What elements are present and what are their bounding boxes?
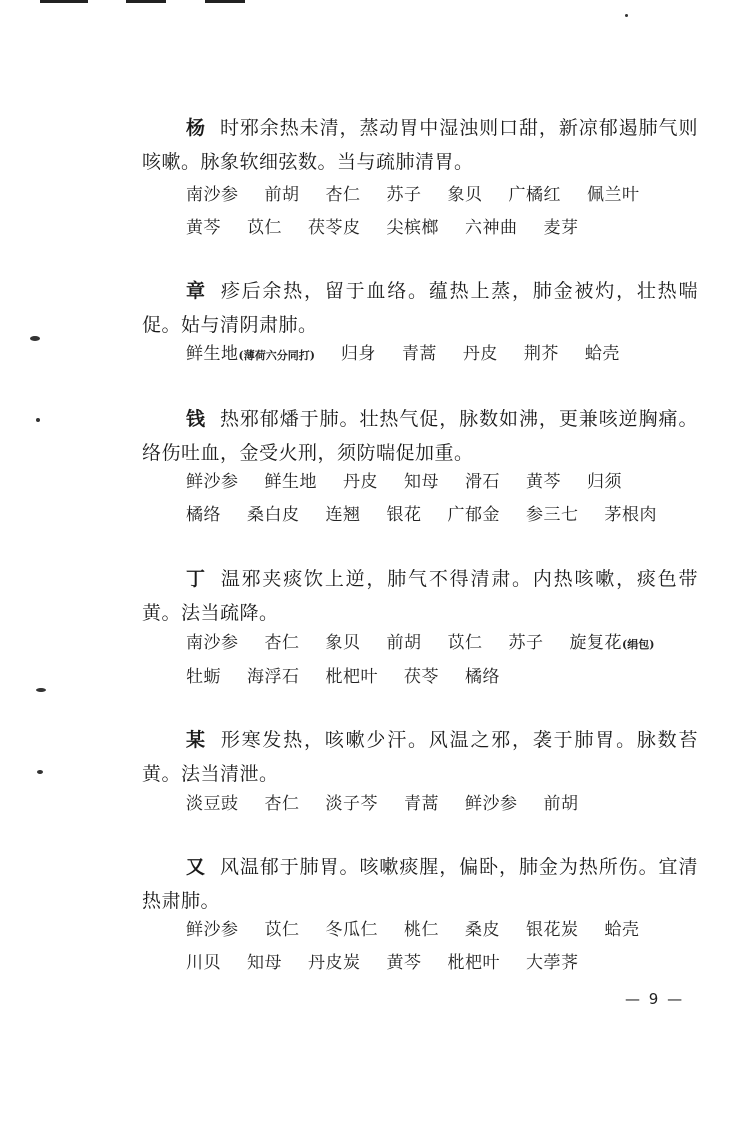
herb: 丹皮炭 xyxy=(308,953,361,973)
herb: 前胡 xyxy=(543,794,579,814)
herb-name: 旋复花 xyxy=(569,633,622,653)
herb: 银花炭 xyxy=(526,920,579,940)
patient-name: 丁 xyxy=(186,568,207,590)
prescription xyxy=(186,338,698,372)
scan-speck xyxy=(625,14,628,17)
herb: 青蒿 xyxy=(404,794,439,814)
case-text: 热邪郁燔于肺。壮热气促，脉数如沸，更兼咳逆胸痛。络伤吐血，金受火刑，须防喘促加重。 xyxy=(142,408,698,464)
herb: 苡仁 xyxy=(447,633,483,653)
herb: 苏子 xyxy=(508,633,544,653)
herb: 黄芩 xyxy=(186,218,221,238)
patient-name: 又 xyxy=(186,856,206,878)
herb: 连翘 xyxy=(325,505,361,525)
herb: 淡子芩 xyxy=(325,794,378,814)
herb: 淡豆豉 xyxy=(186,794,239,814)
herb xyxy=(570,627,655,661)
herb: 苡仁 xyxy=(264,920,300,940)
case-narrative xyxy=(142,111,698,179)
herb: 丹皮 xyxy=(343,472,378,492)
herb-note: (薄荷六分同打) xyxy=(238,349,315,362)
herb: 荆芥 xyxy=(523,344,559,364)
herb xyxy=(186,338,315,372)
herb: 象贝 xyxy=(325,633,361,653)
herb: 桑皮 xyxy=(465,920,500,940)
herb: 六神曲 xyxy=(465,218,518,238)
herb: 橘络 xyxy=(465,667,500,687)
case-text: 疹后余热，留于血络。蕴热上蒸，肺金被灼，壮热喘促。姑与清阴肃肺。 xyxy=(142,280,698,336)
herb: 麦芽 xyxy=(543,218,579,238)
case-narrative xyxy=(142,562,698,630)
herb: 杏仁 xyxy=(325,185,361,205)
herb: 南沙参 xyxy=(186,633,239,653)
herb-name: 鲜生地 xyxy=(186,344,239,364)
herb: 知母 xyxy=(247,953,282,973)
herb: 鲜沙参 xyxy=(186,920,239,940)
herb: 大荸荠 xyxy=(526,953,579,973)
herb: 桑白皮 xyxy=(247,505,300,525)
herb: 枇杷叶 xyxy=(447,953,500,973)
scan-speck xyxy=(36,688,46,692)
case-text: 风温郁于肺胃。咳嗽痰腥，偏卧，肺金为热所伤。宜清热肃肺。 xyxy=(142,856,698,912)
patient-name: 杨 xyxy=(186,117,206,139)
patient-name: 钱 xyxy=(186,408,206,430)
prescription xyxy=(186,914,698,980)
herb: 海浮石 xyxy=(247,667,300,687)
scan-edge-mark xyxy=(126,0,166,3)
herb: 前胡 xyxy=(386,633,422,653)
herb-note: (绢包) xyxy=(622,638,655,651)
herb: 苏子 xyxy=(386,185,422,205)
herb: 黄芩 xyxy=(526,472,561,492)
page-number: — 9 — xyxy=(625,990,685,1008)
prescription xyxy=(186,179,698,245)
herb: 尖槟榔 xyxy=(386,218,439,238)
herb: 蛤壳 xyxy=(584,344,620,364)
herb: 川贝 xyxy=(186,953,221,973)
case-text: 温邪夹痰饮上逆，肺气不得清肃。内热咳嗽，痰色带黄。法当疏降。 xyxy=(142,568,698,624)
herb: 知母 xyxy=(404,472,439,492)
patient-name: 某 xyxy=(186,729,207,751)
herb: 茅根肉 xyxy=(604,505,657,525)
herb: 蛤壳 xyxy=(604,920,640,940)
herb: 南沙参 xyxy=(186,185,239,205)
herb: 茯苓皮 xyxy=(308,218,361,238)
herb: 苡仁 xyxy=(247,218,282,238)
herb: 牡蛎 xyxy=(186,667,221,687)
herb: 象贝 xyxy=(447,185,483,205)
herb: 茯苓 xyxy=(404,667,439,687)
herb: 鲜沙参 xyxy=(465,794,518,814)
herb: 佩兰叶 xyxy=(587,185,640,205)
herb: 丹皮 xyxy=(462,344,498,364)
herb: 广橘红 xyxy=(508,185,561,205)
prescription xyxy=(186,466,698,532)
herb: 鲜沙参 xyxy=(186,472,239,492)
prescription xyxy=(186,788,698,821)
herb: 银花 xyxy=(386,505,422,525)
scan-speck xyxy=(30,336,40,341)
herb: 滑石 xyxy=(465,472,500,492)
herb: 参三七 xyxy=(526,505,579,525)
scan-edge-mark xyxy=(205,0,245,3)
herb: 前胡 xyxy=(264,185,300,205)
case-narrative xyxy=(142,402,698,470)
herb: 归身 xyxy=(340,344,376,364)
herb: 桃仁 xyxy=(404,920,439,940)
herb: 橘络 xyxy=(186,505,221,525)
herb: 杏仁 xyxy=(264,633,300,653)
herb: 冬瓜仁 xyxy=(325,920,378,940)
herb: 广郁金 xyxy=(447,505,500,525)
patient-name: 章 xyxy=(186,280,207,302)
case-text: 形寒发热，咳嗽少汗。风温之邪，袭于肺胃。脉数苔黄。法当清泄。 xyxy=(142,729,698,785)
scan-speck xyxy=(36,418,40,422)
case-narrative xyxy=(142,723,698,791)
case-narrative xyxy=(142,274,698,342)
scan-edge-mark xyxy=(40,0,88,3)
herb: 杏仁 xyxy=(264,794,300,814)
prescription xyxy=(186,627,698,694)
scan-speck xyxy=(37,770,43,774)
herb: 归须 xyxy=(587,472,622,492)
herb: 鲜生地 xyxy=(264,472,317,492)
herb: 枇杷叶 xyxy=(325,667,378,687)
case-text: 时邪余热未清，蒸动胃中湿浊则口甜，新凉郁遏肺气则咳嗽。脉象软细弦数。当与疏肺清胃。 xyxy=(142,117,698,173)
herb: 青蒿 xyxy=(401,344,437,364)
case-narrative xyxy=(142,850,698,918)
herb: 黄芩 xyxy=(386,953,422,973)
